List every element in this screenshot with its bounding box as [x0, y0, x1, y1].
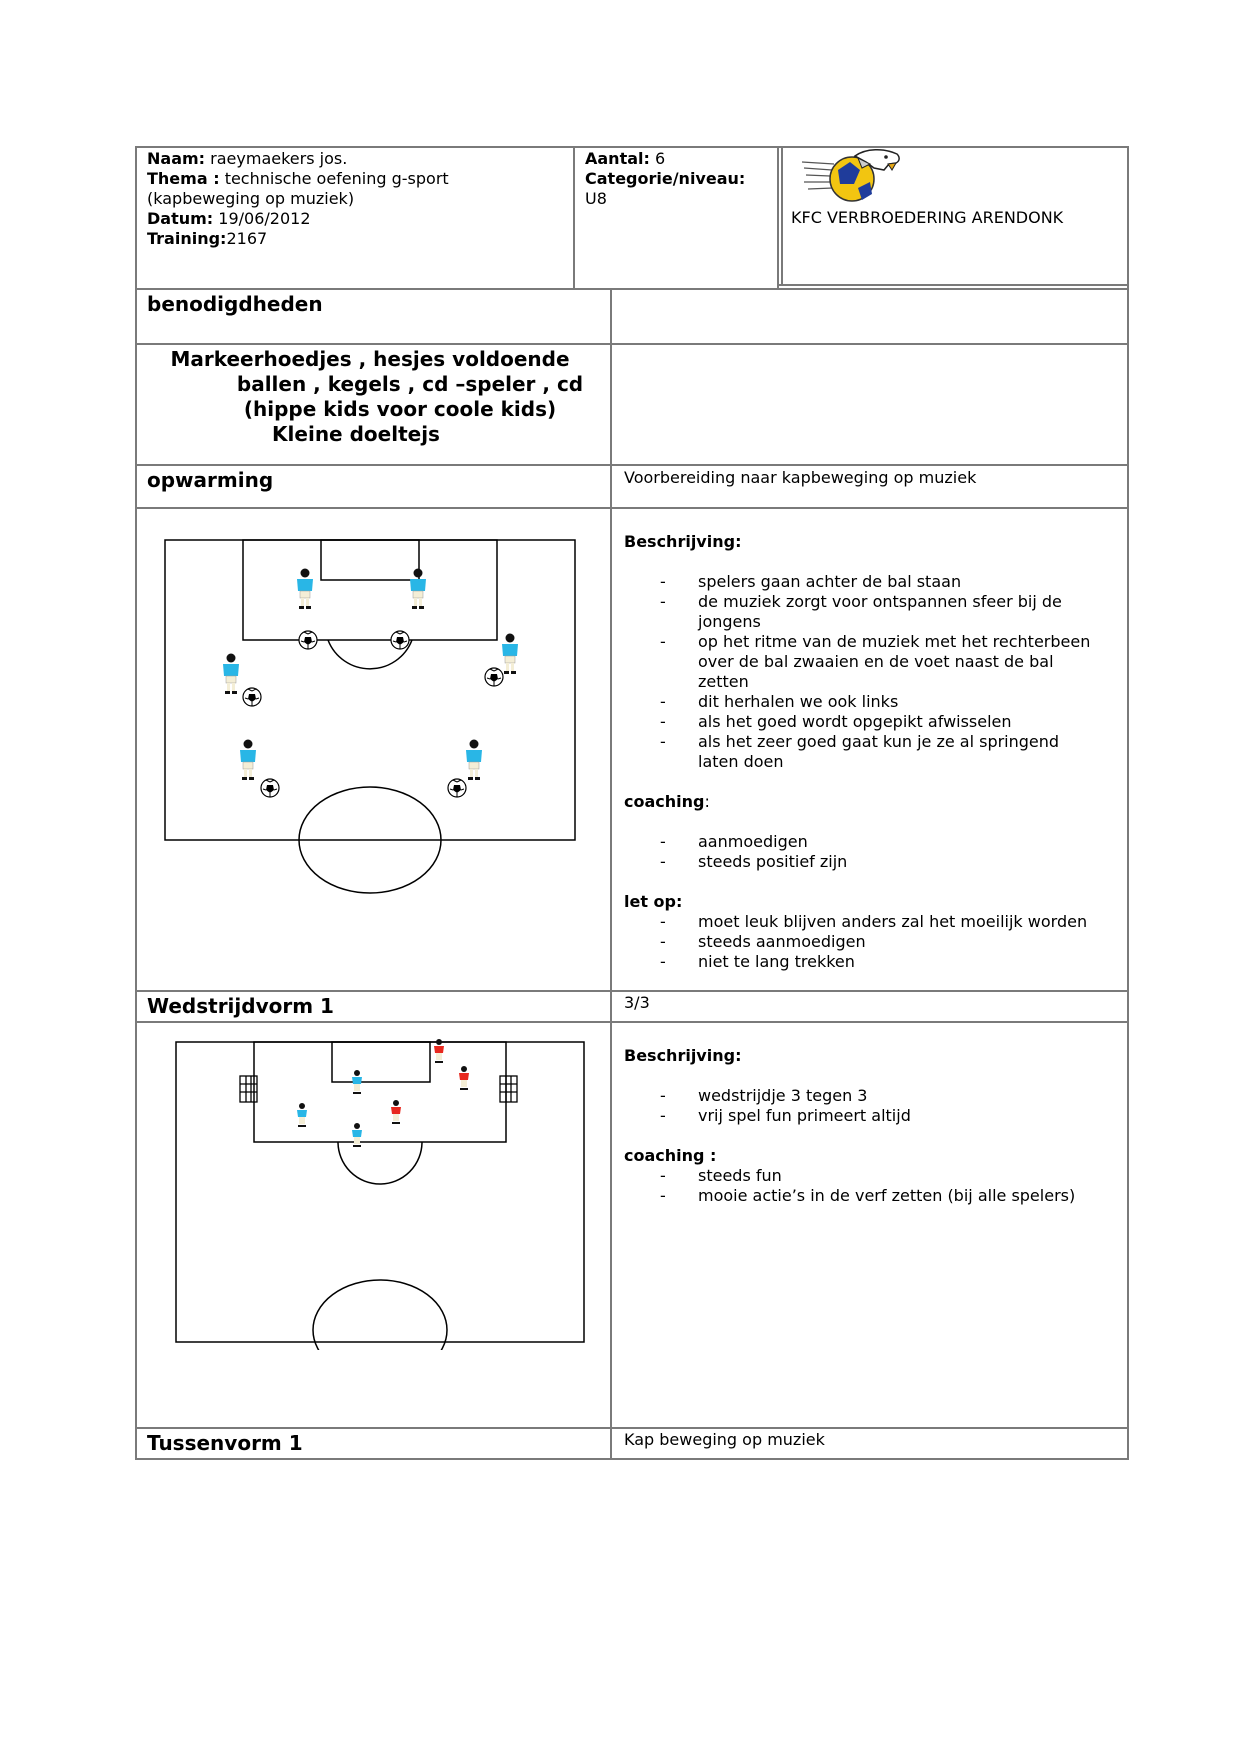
benodigdheden-heading: benodigdheden	[147, 292, 323, 316]
opwarming-subtitle: Voorbereiding naar kapbeweging op muziek	[624, 468, 977, 487]
datum-value: 19/06/2012	[218, 209, 311, 228]
categorie-value: U8	[585, 189, 607, 208]
player-figure-icon	[410, 569, 426, 610]
header-col-divider	[781, 146, 783, 286]
tussenvorm-subtitle: Kap beweging op muziek	[624, 1430, 825, 1449]
coaching-colon: :	[704, 792, 710, 811]
football-icon	[243, 688, 261, 706]
player-figure-icon	[352, 1070, 362, 1094]
training-label: Training:	[147, 229, 227, 248]
header-col-divider	[777, 146, 779, 289]
row-divider	[135, 464, 1129, 466]
thema-line	[147, 169, 449, 189]
player-figure-icon	[297, 569, 313, 610]
player-figure-icon	[352, 1123, 362, 1147]
list-item: - wedstrijdje 3 tegen 3	[624, 1086, 911, 1106]
opwarming-heading: opwarming	[147, 468, 274, 492]
opwarming-pitch-diagram	[160, 530, 590, 910]
football-icon	[391, 631, 409, 649]
wedstrijdvorm-pitch-diagram	[170, 1030, 590, 1350]
naam-line	[147, 149, 347, 169]
thema-value: technische oefening g-sport	[224, 169, 449, 188]
pitch-outline	[165, 540, 575, 840]
player-figure-icon	[223, 654, 239, 695]
wedstrijdvorm-coaching-list	[624, 1166, 1075, 1206]
list-item: - moet leuk blijven anders zal het moeilijk worden	[624, 912, 1087, 932]
football-icon	[299, 631, 317, 649]
opwarming-letop-label: let op:	[624, 892, 683, 911]
list-item: - als het goed wordt opgepikt afwisselen	[624, 712, 1090, 732]
wedstrijdvorm-coaching-label: coaching :	[624, 1146, 717, 1165]
row-divider	[135, 343, 1129, 345]
aantal-label: Aantal:	[585, 149, 650, 168]
opwarming-coaching-list	[624, 832, 847, 872]
list-item: - mooie actie’s in de verf zetten (bij alle spelers)	[624, 1186, 1075, 1206]
player-figure-icon	[240, 740, 256, 781]
player-figure-icon	[459, 1066, 469, 1090]
football-icon	[448, 779, 466, 797]
wedstrijdvorm-heading: Wedstrijdvorm 1	[147, 994, 334, 1018]
opwarming-beschrijving-list	[624, 572, 1090, 772]
penalty-area	[243, 540, 497, 640]
list-item-continued: zetten	[698, 672, 749, 691]
aantal-value: 6	[655, 149, 666, 168]
list-item: - de muziek zorgt voor ontspannen sfeer bij de	[624, 592, 1090, 612]
player-figure-icon	[466, 740, 482, 781]
coaching-label: coaching	[624, 792, 705, 811]
training-line	[147, 229, 267, 249]
list-item: - vrij spel fun primeert altijd	[624, 1106, 911, 1126]
list-item-continued: over de bal zwaaien en de voet naast de bal	[698, 652, 1054, 671]
list-item: - niet te lang trekken	[624, 952, 1087, 972]
club-name: KFC VERBROEDERING ARENDONK	[791, 208, 1064, 227]
training-value: 2167	[226, 229, 268, 248]
materials-line: Kleine doeltejs	[272, 422, 440, 446]
materials-line: ballen , kegels , cd –speler , cd	[236, 372, 584, 396]
row-divider	[135, 1021, 1129, 1023]
goal-area	[321, 540, 419, 580]
row-divider	[135, 288, 1129, 290]
opwarming-beschrijving-label: Beschrijving:	[624, 532, 742, 551]
penalty-arc	[338, 1142, 422, 1184]
player-figure-icon	[502, 634, 518, 675]
list-item: - als het zeer goed gaat kun je ze al springend	[624, 732, 1090, 752]
tussenvorm-heading: Tussenvorm 1	[147, 1431, 303, 1455]
wedstrijdvorm-beschrijving-list	[624, 1086, 911, 1126]
wedstrijdvorm-subtitle: 3/3	[624, 993, 650, 1012]
table-border-bottom	[135, 1458, 1129, 1460]
goal-area	[332, 1042, 430, 1082]
list-item-continued: laten doen	[698, 752, 784, 771]
thema-line-2: (kapbeweging op muziek)	[147, 189, 355, 208]
opwarming-coaching-line	[624, 792, 710, 812]
list-item: - steeds positief zijn	[624, 852, 847, 872]
football-icon	[485, 668, 503, 686]
naam-value: raeymaekers jos.	[210, 149, 348, 168]
list-item-continued: jongens	[698, 612, 761, 631]
wedstrijdvorm-beschrijving-label: Beschrijving:	[624, 1046, 742, 1065]
categorie-label: Categorie/niveau:	[585, 169, 746, 188]
list-item: - op het ritme van de muziek met het rechterbeen	[624, 632, 1090, 652]
list-item: - aanmoedigen	[624, 832, 847, 852]
football-icon	[261, 779, 279, 797]
table-border-left	[135, 146, 137, 1460]
thema-label: Thema :	[147, 169, 220, 188]
penalty-area	[254, 1042, 506, 1142]
materials-line: (hippe kids voor coole kids)	[243, 397, 557, 421]
aantal-line	[585, 149, 665, 169]
row-divider	[135, 507, 1129, 509]
pitch-outline	[176, 1042, 584, 1342]
header-double-line	[779, 284, 1129, 286]
body-col-divider	[610, 288, 612, 1460]
small-goal-icon	[500, 1076, 517, 1102]
opwarming-letop-list	[624, 912, 1087, 972]
header-col-divider	[573, 146, 575, 289]
list-item: - steeds aanmoedigen	[624, 932, 1087, 952]
table-border-right	[1127, 146, 1129, 1460]
center-circle	[313, 1280, 447, 1350]
naam-label: Naam:	[147, 149, 206, 168]
datum-label: Datum:	[147, 209, 214, 228]
list-item: - dit herhalen we ook links	[624, 692, 1090, 712]
list-item: - steeds fun	[624, 1166, 1075, 1186]
row-divider	[135, 990, 1129, 992]
eagle-football-logo	[800, 148, 902, 206]
materials-line: Markeerhoedjes , hesjes voldoende	[170, 347, 570, 371]
list-item: - spelers gaan achter de bal staan	[624, 572, 1090, 592]
table-border-top	[135, 146, 1129, 148]
player-figure-icon	[391, 1100, 401, 1124]
player-figure-icon	[297, 1103, 307, 1127]
row-divider	[135, 1427, 1129, 1429]
datum-line	[147, 209, 311, 229]
